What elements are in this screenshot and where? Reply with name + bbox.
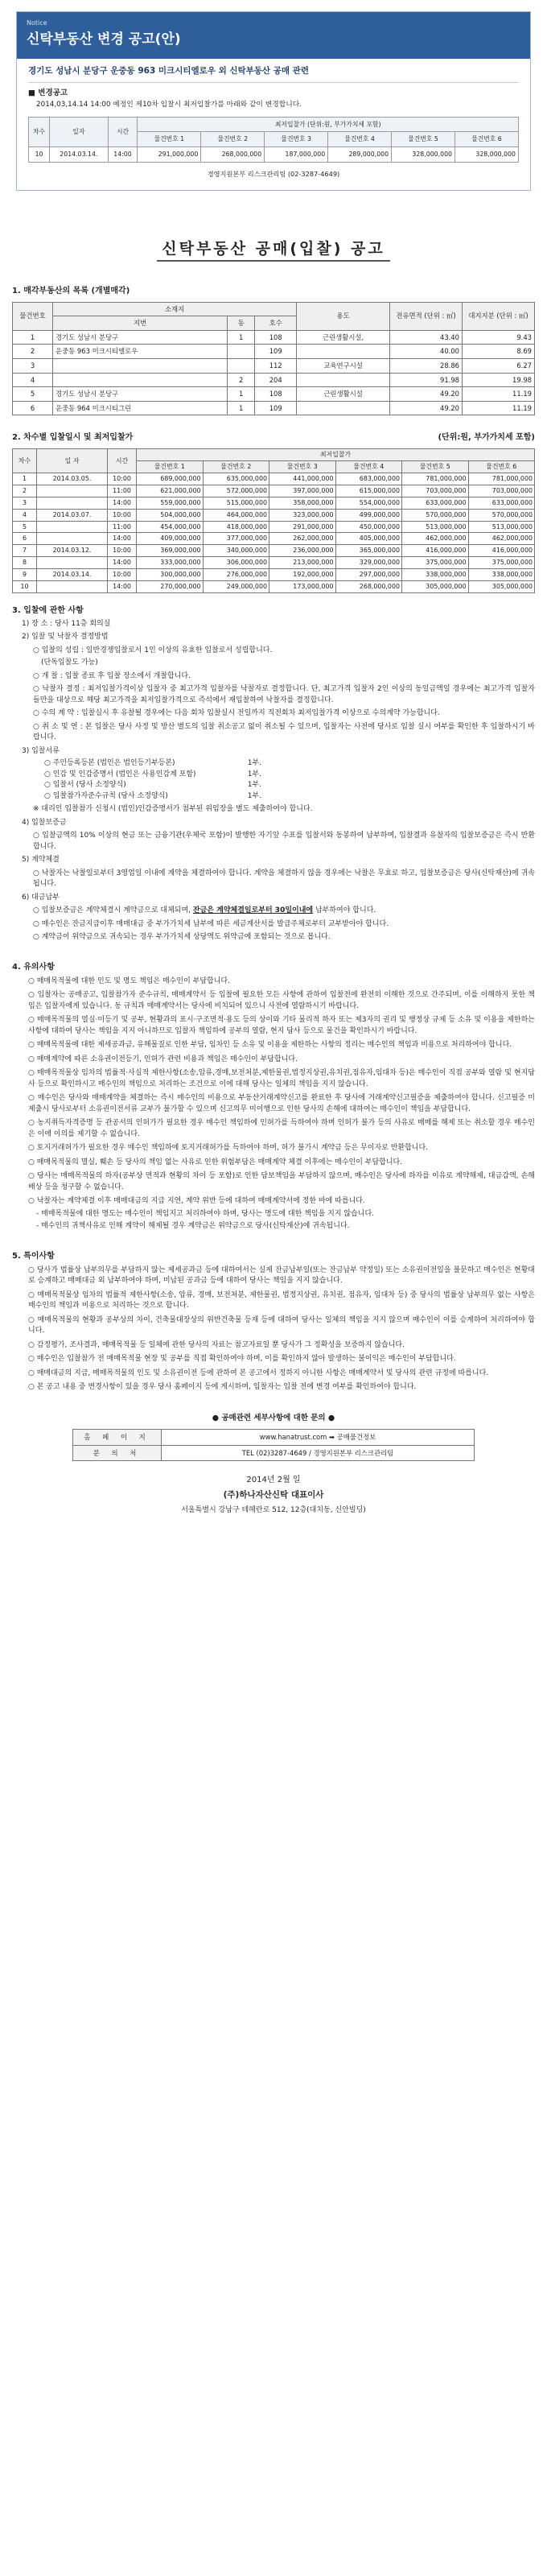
list-item: ○ 매매목적물의 열실·미등기 및 공부, 현황과의 표시·구조면적·용도 등의 상이와 기타 물리적 하자 또는 제3자의 권리 및 행정상 규제 등 소유 및 이용을 제한하는 사항에 대하여 당사는 책임을 지지 아니하므로 입찰자 책임하에 공부의 열람, 현지 답사 등으로 물건을 확인하시기 바랍니다. bbox=[28, 1016, 535, 1035]
bid-schedule-table bbox=[12, 448, 535, 592]
s3-payment-emphasis: 잔금은 계약체결일로부터 30일이내에 bbox=[192, 906, 314, 915]
property-th: 용도 bbox=[297, 302, 390, 330]
notice-th: 일자 bbox=[50, 117, 108, 147]
table-cell: 10:00 bbox=[108, 569, 137, 581]
table-cell: 633,000,000 bbox=[468, 497, 535, 509]
table-cell: 703,000,000 bbox=[468, 485, 535, 497]
table-cell: 경기도 성남시 분당구 bbox=[53, 387, 228, 402]
table-cell: 108 bbox=[255, 387, 297, 402]
table-cell bbox=[228, 358, 255, 373]
table-cell: 418,000,000 bbox=[203, 521, 269, 533]
table-cell: 28.86 bbox=[390, 358, 463, 373]
bid-subth: 물건번호 6 bbox=[468, 461, 535, 473]
notice-contact: 경영지원본부 리스크관리팀 (02-3287-4649) bbox=[207, 169, 340, 178]
property-th: 물건번호 bbox=[13, 302, 53, 330]
bid-subth: 물건번호 3 bbox=[269, 461, 336, 473]
table-row bbox=[29, 147, 519, 163]
bid-th: 최저입찰가 bbox=[137, 449, 535, 461]
table-cell: 1 bbox=[228, 387, 255, 402]
table-cell bbox=[53, 373, 228, 387]
property-th: 소재지 bbox=[53, 302, 297, 316]
table-cell: 14:00 bbox=[108, 557, 137, 569]
table-cell: 5 bbox=[13, 521, 37, 533]
table-cell: 703,000,000 bbox=[402, 485, 469, 497]
section2-title: 2. 차수별 입찰일시 및 최저입찰가 bbox=[12, 433, 134, 443]
table-cell: 781,000,000 bbox=[468, 473, 535, 485]
table-cell: 운중동 964 미크시티그린 bbox=[53, 401, 228, 415]
table-cell: 19.98 bbox=[463, 373, 535, 387]
table-cell: 338,000,000 bbox=[468, 569, 535, 581]
list-item: ○ 매매대금의 지급, 매매목적물의 인도 및 소유권이전 등에 관하여 본 공고에서 정하지 아니한 사항은 매매계약서 및 당사의 관련 규정에 따릅니다. bbox=[28, 1368, 489, 1377]
table-cell: 781,000,000 bbox=[402, 473, 469, 485]
table-cell: 6 bbox=[13, 401, 53, 415]
table-cell: 근린생활시설, bbox=[297, 330, 390, 345]
table-cell: 462,000,000 bbox=[468, 533, 535, 545]
s3-method-b: ○ 개 찰 : 입찰 종료 후 입찰 장소에서 개찰합니다. bbox=[33, 671, 191, 680]
notice-label: Notice bbox=[27, 19, 47, 27]
list-item: ○ 매매목적물의 현황과 공부상의 차이, 건축물대장상의 위반건축물 등재 등에 대하여 당사는 일체의 책임을 지지 않으며 매수인이 이를 승계하여 처리하여야 합니다. bbox=[28, 1315, 535, 1335]
table-row bbox=[13, 358, 535, 373]
section2-unit: (단위:원, 부가가치세 포함) bbox=[438, 433, 535, 443]
s3-payment-a: ○ 입찰보증금은 계약체결시 계약금으로 대체되며, 잔금은 계약체결일로부터 30일이내에 납부하여야 합니다. bbox=[33, 906, 376, 915]
table-cell: 635,000,000 bbox=[203, 473, 269, 485]
table-cell: 2014.03.07. bbox=[37, 509, 108, 521]
table-cell: 11:00 bbox=[108, 521, 137, 533]
notice-cell: 10 bbox=[29, 147, 50, 163]
table-cell: 6 bbox=[13, 533, 37, 545]
table-cell: 2014.03.12. bbox=[37, 545, 108, 557]
table-cell: 409,000,000 bbox=[137, 533, 204, 545]
table-cell: 504,000,000 bbox=[137, 509, 204, 521]
notice-th: 물건번호 4 bbox=[328, 132, 392, 147]
table-cell: 340,000,000 bbox=[203, 545, 269, 557]
table-cell: 377,000,000 bbox=[203, 533, 269, 545]
footer bbox=[12, 1413, 535, 1517]
table-cell: 4 bbox=[13, 373, 53, 387]
table-cell: 570,000,000 bbox=[402, 509, 469, 521]
table-cell: 306,000,000 bbox=[203, 557, 269, 569]
table-row bbox=[13, 580, 535, 592]
bid-th: 차수 bbox=[13, 449, 37, 473]
list-item: ○ 매매목적물상 임차의 법률적 제한사항(소송, 압류, 경매, 보전처분, 제한물권, 법정지상권, 유치권, 점유자, 임대차 등) 중 당사의 법률상 납부의무 없는 사항은 매수인의 책임과 비용으로 처리하는 것으로 합니다. bbox=[28, 1290, 535, 1311]
property-th: 전유면적 (단위 : ㎡) bbox=[390, 302, 463, 330]
homepage-link[interactable]: www.hanatrust.com ➡ 공매물건정보 bbox=[162, 1429, 475, 1445]
list-item: ○ 매매계약에 따른 소유권이전등기, 인허가 관련 비용과 책임은 매수인이 부담합니다. bbox=[28, 1055, 298, 1063]
s3-deposit: ○ 입찰금액의 10% 이상의 현금 또는 금융기관(우체국 포함)이 발행한 자기앞 수표를 입찰서와 동봉하여 납부하며, 입찰결과 유찰자의 입찰보증금은 즉시 반환합니다. bbox=[33, 832, 535, 851]
table-cell: 1 bbox=[228, 330, 255, 345]
property-th: 대지지분 (단위 : ㎡) bbox=[463, 302, 535, 330]
table-cell: 454,000,000 bbox=[137, 521, 204, 533]
table-cell: 2014.03.14. bbox=[37, 569, 108, 581]
table-cell bbox=[297, 401, 390, 415]
contact-key: 홈 페 이 지 bbox=[73, 1429, 162, 1445]
notice-title: 신탁부동산 변경 공고(안) bbox=[27, 31, 181, 47]
table-cell: 554,000,000 bbox=[335, 497, 402, 509]
table-cell: 43.40 bbox=[390, 330, 463, 345]
table-cell: 8 bbox=[13, 557, 37, 569]
table-cell: 515,000,000 bbox=[203, 497, 269, 509]
table-cell bbox=[297, 373, 390, 387]
table-cell: 112 bbox=[255, 358, 297, 373]
list-item: ○ 매수인은 당사와 매매계약을 체결하는 즉시 매수인의 비용으로 부동산거래계약신고를 완료한 후 당사에 거래계약신고필증을 제출하여야 합니다. 신고필증 미제출시 당사로부터 소유권이전서류 교부가 불가할 수 있으며 신고의무 미이행으로 인한 당사의 손해에 대하여는 매수인이 책임을 부담합니다. bbox=[28, 1094, 535, 1113]
table-row bbox=[73, 1429, 475, 1445]
table-cell: 204 bbox=[255, 373, 297, 387]
table-cell: 192,000,000 bbox=[269, 569, 336, 581]
table-cell: 621,000,000 bbox=[137, 485, 204, 497]
s3-payment-title: 6) 대금납부 bbox=[22, 893, 60, 902]
notice-cell: 187,000,000 bbox=[265, 147, 328, 163]
list-item: ○ 매매목적물에 대한 제세공과금, 유해물질로 인한 부담, 임차인 등 소유 및 이용을 제한하는 사항의 정리는 매수인의 책임과 비용으로 처리하여야 합니다. bbox=[28, 1041, 512, 1050]
notice-th-top: 최저입찰가 (단위:원, 부가가치세 포함) bbox=[138, 117, 519, 132]
table-row bbox=[13, 485, 535, 497]
table-cell: 14:00 bbox=[108, 580, 137, 592]
table-row bbox=[13, 330, 535, 345]
table-cell: 338,000,000 bbox=[402, 569, 469, 581]
table-cell: 369,000,000 bbox=[137, 545, 204, 557]
list-item: ○ 입찰참가자준수규칙 (당사 소정양식) 1부. bbox=[44, 791, 261, 800]
notice-cell: 14:00 bbox=[108, 147, 138, 163]
bid-subth: 물건번호 5 bbox=[402, 461, 469, 473]
contact-value: TEL (02)3287-4649 / 경영지원본부 리스크관리팀 bbox=[162, 1445, 475, 1461]
main-title bbox=[0, 237, 547, 261]
table-cell: 8.69 bbox=[463, 345, 535, 359]
table-row bbox=[13, 497, 535, 509]
table-cell: 405,000,000 bbox=[335, 533, 402, 545]
property-table bbox=[12, 302, 535, 416]
table-cell: 683,000,000 bbox=[335, 473, 402, 485]
table-cell: 276,000,000 bbox=[203, 569, 269, 581]
notice-header bbox=[17, 12, 530, 59]
section3 bbox=[12, 605, 535, 1393]
table-cell: 615,000,000 bbox=[335, 485, 402, 497]
notice-body bbox=[17, 59, 530, 191]
table-cell: 2 bbox=[13, 485, 37, 497]
list-item: ○ 주민등록등본 (법인은 법인등기부등본) 1부. bbox=[44, 759, 261, 768]
list-item: ○ 입찰서 (당사 소정양식) 1부. bbox=[44, 781, 261, 790]
notice-date: 2014년 2월 일 bbox=[246, 1476, 301, 1485]
notice-line: 2014,03,14.14 14:00 예정인 제10차 입찰시 최저입찰가를 아래와 같이 변경합니다. bbox=[36, 100, 302, 109]
s3-docs-list bbox=[44, 758, 535, 802]
table-cell: 416,000,000 bbox=[402, 545, 469, 557]
contact-table bbox=[72, 1429, 475, 1461]
list-item: ○ 입찰자는 공매공고, 입찰참가자 준수규칙, 매매계약서 등 입찰에 필요한 모든 사항에 관하여 입찰전에 완전히 이해한 것으로 간주되며, 이를 이해하지 못한 책임은 입찰자에게 있습니다. 동 규칙과 매매계약서는 당사에 비치되어 있으니 사전에 열람하시기 바랍니다. bbox=[28, 991, 535, 1010]
table-cell: 375,000,000 bbox=[402, 557, 469, 569]
bid-subth: 물건번호 4 bbox=[335, 461, 402, 473]
notice-th: 물건번호 5 bbox=[392, 132, 455, 147]
section4-title: 4. 유의사항 bbox=[12, 962, 55, 972]
table-row bbox=[13, 545, 535, 557]
table-cell: 3 bbox=[13, 497, 37, 509]
bid-th: 시간 bbox=[108, 449, 137, 473]
table-cell: 375,000,000 bbox=[468, 557, 535, 569]
table-cell: 441,000,000 bbox=[269, 473, 336, 485]
list-item: - 매매목적물에 대한 명도는 매수인이 책임지고 처리하여야 하며, 당사는 명도에 대한 책임을 지지 않습니다. bbox=[36, 1209, 375, 1218]
table-cell: 5 bbox=[13, 387, 53, 402]
table-cell: 300,000,000 bbox=[137, 569, 204, 581]
table-row bbox=[13, 473, 535, 485]
table-cell: 7 bbox=[13, 545, 37, 557]
table-cell: 4 bbox=[13, 509, 37, 521]
s3-contract-title: 5) 계약체결 bbox=[22, 856, 60, 865]
table-cell: 1 bbox=[13, 330, 53, 345]
list-item: ○ 당사가 법률상 납부의무를 부담하지 않는 제세공과금 등에 대하여서는 실제 잔금납부일(또는 잔금납부 약정일) 또는 소유권이전일을 불문하고 매수인은 현황대로 승계하고 매매대금 외 납부하여야 하며, 미납된 공과금 등에 대하여 당사는 책임을 지지 않습니다. bbox=[28, 1265, 535, 1286]
table-row bbox=[13, 533, 535, 545]
property-subth: 호수 bbox=[255, 316, 297, 331]
list-item: ○ 토지거래허가가 필요한 경우 매수인 책임하에 토지거래허가를 득하여야 하며, 허가 불가시 계약금 등은 무이자로 반환합니다. bbox=[28, 1144, 429, 1153]
table-cell: 305,000,000 bbox=[468, 580, 535, 592]
table-cell bbox=[53, 358, 228, 373]
s3-docs-note: ※ 대리인 입찰참가 신청시 (법인)인감증명서가 첨부된 위임장을 별도 제출하여야 합니다. bbox=[33, 805, 313, 814]
s3-method: 2) 입찰 및 낙찰자 결정방법 bbox=[22, 633, 109, 642]
table-cell: 109 bbox=[255, 345, 297, 359]
contact-key: 문 의 처 bbox=[73, 1445, 162, 1461]
table-cell: 49.20 bbox=[390, 387, 463, 402]
notice-cell: 328,000,000 bbox=[392, 147, 455, 163]
table-cell: 268,000,000 bbox=[335, 580, 402, 592]
list-item: - 매수인의 귀책사유로 인해 계약이 해제될 경우 계약금은 위약금으로 당사(신탁재산)에 귀속됩니다. bbox=[36, 1222, 350, 1231]
section4-list bbox=[12, 976, 535, 1232]
table-row bbox=[13, 509, 535, 521]
section1-title: 1. 매각부동산의 목록 (개별매각) bbox=[12, 286, 130, 295]
table-row bbox=[13, 569, 535, 581]
notice-th: 물건번호 1 bbox=[138, 132, 201, 147]
table-cell: 329,000,000 bbox=[335, 557, 402, 569]
table-cell: 10:00 bbox=[108, 545, 137, 557]
table-cell: 513,000,000 bbox=[402, 521, 469, 533]
notice-cell: 291,000,000 bbox=[138, 147, 201, 163]
table-cell: 450,000,000 bbox=[335, 521, 402, 533]
table-cell: 689,000,000 bbox=[137, 473, 204, 485]
s3-method-a: ○ 입찰의 성립 : 일반경쟁입찰로서 1인 이상의 유효한 입찰로서 성립합니다. bbox=[33, 646, 273, 654]
s3-place: 1) 장 소 : 당사 11층 회의실 bbox=[22, 619, 111, 628]
notice-price-table bbox=[28, 117, 519, 163]
table-cell: 교육연구시설 bbox=[297, 358, 390, 373]
table-cell: 91.98 bbox=[390, 373, 463, 387]
table-cell: 291,000,000 bbox=[269, 521, 336, 533]
table-cell: 173,000,000 bbox=[269, 580, 336, 592]
bid-th: 일 자 bbox=[37, 449, 108, 473]
notice-cell: 328,000,000 bbox=[455, 147, 519, 163]
property-subth: 동 bbox=[228, 316, 255, 331]
section3-title: 3. 입찰에 관한 사항 bbox=[12, 605, 84, 615]
table-cell: 633,000,000 bbox=[402, 497, 469, 509]
notice-th: 물건번호 6 bbox=[455, 132, 519, 147]
list-item: ○ 매매목적물에 대한 인도 및 명도 책임은 매수인이 부담합니다. bbox=[28, 976, 230, 985]
table-cell: 397,000,000 bbox=[269, 485, 336, 497]
bid-subth: 물건번호 1 bbox=[137, 461, 204, 473]
table-cell bbox=[228, 345, 255, 359]
s3-docs-title: 3) 입찰서류 bbox=[22, 746, 60, 755]
table-cell: 근린생활시설 bbox=[297, 387, 390, 402]
table-cell: 2014.03.05. bbox=[37, 473, 108, 485]
s3-deposit-title: 4) 입찰보증금 bbox=[22, 818, 67, 827]
table-row bbox=[13, 521, 535, 533]
list-item: ○ 인감 및 인감증명서 (법인은 사용인감계 포함) 1부. bbox=[44, 770, 261, 778]
table-cell: 236,000,000 bbox=[269, 545, 336, 557]
list-item: ○ 매수인은 입찰참가 전 매매목적물 현장 및 공부를 직접 확인하여야 하며, 이를 확인하지 않아 발생하는 불이익은 매수인이 부담합니다. bbox=[28, 1355, 456, 1364]
table-row bbox=[13, 345, 535, 359]
table-cell bbox=[37, 485, 108, 497]
list-item: ○ 매매목적물상 임차의 법률적·사실적 제한사항(소송,압류,경매,보전처분,제한물권,법정지상권,유치권,점유자,임대차 등)은 매수인이 직접 공부와 열람 및 현지답사 등으로 확인하시고 매수인의 책임으로 처리하는 조건으로 이에 대해 당사는 일체의 책임을 지지 않습니다. bbox=[28, 1069, 535, 1088]
notice-th: 차수 bbox=[29, 117, 50, 147]
table-cell: 305,000,000 bbox=[402, 580, 469, 592]
table-cell: 6.27 bbox=[463, 358, 535, 373]
table-cell: 11:00 bbox=[108, 485, 137, 497]
table-cell: 333,000,000 bbox=[137, 557, 204, 569]
table-cell: 365,000,000 bbox=[335, 545, 402, 557]
table-cell: 572,000,000 bbox=[203, 485, 269, 497]
table-row bbox=[13, 401, 535, 415]
s3-payment-c: ○ 계약금이 위약금으로 귀속되는 경우 부가가치세 상당액도 위약금에 포함되는 것으로 봅니다. bbox=[33, 933, 331, 942]
notice-cell: 289,000,000 bbox=[328, 147, 392, 163]
s3-method-c: ○ 낙찰자 결정 : 최저입찰가격이상 입찰자 중 최고가격 입찰자를 낙찰자로 결정합니다. 단, 최고가격 입찰자 2인 이상의 동일금액일 경우에는 최고가격 입찰자들만을 대상으로 해당 최고가격을 최저입찰가격으로 즉석에서 재입찰하여 낙찰자를 결정합니다. bbox=[33, 685, 535, 704]
s3-method-e: ○ 취 소 및 연 : 본 입찰은 당사 사정 및 방산 별도의 입찰 취소공고 없이 취소될 수 있으며, 입찰자는 사전에 당사로 입찰 실시 여부를 확인한 후 입찰하시기 바랍니다. bbox=[33, 722, 535, 742]
list-item: ○ 당사는 매매목적물의 하자(공부상 면적과 현황의 차이 등 포함)로 인한 담보책임을 부담하지 않으며, 매수인은 당사에 하자를 이유로 계약해제, 대금감액, 손해배상 등을 청구할 수 없습니다. bbox=[28, 1172, 535, 1191]
table-cell: 462,000,000 bbox=[402, 533, 469, 545]
table-row bbox=[13, 387, 535, 402]
section5-list bbox=[12, 1265, 535, 1393]
table-cell: 49.20 bbox=[390, 401, 463, 415]
table-cell: 416,000,000 bbox=[468, 545, 535, 557]
table-cell bbox=[37, 521, 108, 533]
table-row bbox=[13, 373, 535, 387]
table-cell: 14:00 bbox=[108, 533, 137, 545]
notice-subtitle: 경기도 성남시 분당구 운중동 963 미크시티엘로우 외 신탁부동산 공매 관련 bbox=[28, 65, 519, 84]
table-cell bbox=[37, 533, 108, 545]
table-cell: 11.19 bbox=[463, 387, 535, 402]
organization: (주)하나자산신탁 대표이사 bbox=[223, 1490, 324, 1501]
table-cell: 270,000,000 bbox=[137, 580, 204, 592]
section5-title: 5. 특이사항 bbox=[12, 1251, 55, 1261]
table-cell: 358,000,000 bbox=[269, 497, 336, 509]
table-cell: 249,000,000 bbox=[203, 580, 269, 592]
list-item: ○ 본 공고 내용 중 변경사항이 있을 경우 당사 홈페이지 등에 게시하며, 입찰자는 입찰 전에 변경 여부를 확인하여야 합니다. bbox=[28, 1383, 417, 1392]
table-cell: 108 bbox=[255, 330, 297, 345]
bid-subth: 물건번호 2 bbox=[203, 461, 269, 473]
table-cell: 11.19 bbox=[463, 401, 535, 415]
s3-method-d: ○ 수의 계 약 : 입찰실시 후 유찰될 경우에는 다음 회차 입찰실시 전일까지 직전회차 최저입찰가격 이상으로 수의계약 가능합니다. bbox=[33, 709, 440, 718]
s3-contract: ○ 낙찰자는 낙찰일로부터 3영업일 이내에 계약을 체결하여야 합니다. 계약을 체결하지 않을 경우에는 낙찰은 무효로 하고, 입찰보증금은 당사(신탁재산)에 귀속됩니다. bbox=[33, 869, 535, 889]
notice-section-label: ■ 변경공고 bbox=[28, 89, 68, 98]
table-cell: 경기도 성남시 분당구 bbox=[53, 330, 228, 345]
notice-th: 시간 bbox=[108, 117, 138, 147]
table-cell: 559,000,000 bbox=[137, 497, 204, 509]
table-cell: 213,000,000 bbox=[269, 557, 336, 569]
table-cell: 9.43 bbox=[463, 330, 535, 345]
table-cell: 9 bbox=[13, 569, 37, 581]
table-cell: 1 bbox=[13, 473, 37, 485]
list-item: ○ 낙찰자는 계약체결 이후 매매대금의 지급 지연, 계약 위반 등에 대하여 매매계약서에 정한 바에 따릅니다. bbox=[28, 1197, 365, 1206]
table-cell: 2 bbox=[13, 345, 53, 359]
table-cell: 297,000,000 bbox=[335, 569, 402, 581]
table-cell bbox=[37, 497, 108, 509]
table-cell bbox=[37, 580, 108, 592]
table-cell: 570,000,000 bbox=[468, 509, 535, 521]
notice-th: 물건번호 3 bbox=[265, 132, 328, 147]
s3-method-a2: (단독입찰도 가능) bbox=[41, 658, 98, 667]
table-cell: 499,000,000 bbox=[335, 509, 402, 521]
table-cell bbox=[297, 345, 390, 359]
table-cell: 2 bbox=[228, 373, 255, 387]
address: 서울특별시 강남구 테헤란로 512, 12층(대치동, 신안빌딩) bbox=[181, 1505, 366, 1514]
notice-cell: 2014.03.14. bbox=[50, 147, 108, 163]
list-item: ○ 매매목적물의 멸실, 훼손 등 당사의 책임 없는 사유로 인한 위험부담은 매매계약 체결 이후에는 매수인이 부담합니다. bbox=[28, 1158, 403, 1166]
main-title-text: 신탁부동산 공매(입찰) 공고 bbox=[157, 240, 390, 262]
property-subth: 지번 bbox=[53, 316, 228, 331]
table-cell: 3 bbox=[13, 358, 53, 373]
table-cell: 10:00 bbox=[108, 509, 137, 521]
change-notice-box bbox=[16, 11, 531, 191]
table-cell: 40.00 bbox=[390, 345, 463, 359]
table-cell: 10 bbox=[13, 580, 37, 592]
footer-heading: ● 공매관련 세부사항에 대한 문의 ● bbox=[212, 1413, 335, 1422]
table-cell: 10:00 bbox=[108, 473, 137, 485]
table-cell: 262,000,000 bbox=[269, 533, 336, 545]
table-cell bbox=[37, 557, 108, 569]
table-cell: 323,000,000 bbox=[269, 509, 336, 521]
table-cell: 464,000,000 bbox=[203, 509, 269, 521]
table-cell: 109 bbox=[255, 401, 297, 415]
table-cell: 1 bbox=[228, 401, 255, 415]
list-item: ○ 농지취득자격증명 등 관공서의 인허가가 필요한 경우 매수인 책임하에 인허가를 득하여야 하며 인허가 불가 등의 사유로 매매를 해제 또는 취소할 경우 매수인은 이에 이의를 제기할 수 없습니다. bbox=[28, 1119, 535, 1138]
table-cell: 513,000,000 bbox=[468, 521, 535, 533]
s3-payment-b: ○ 매수인은 잔금지급이후 매매대금 중 부가가치세 납부에 따른 세금계산서를 발급주체로부터 교부받아야 합니다. bbox=[33, 919, 389, 928]
notice-th: 물건번호 2 bbox=[201, 132, 265, 147]
table-row bbox=[73, 1445, 475, 1461]
notice-cell: 268,000,000 bbox=[201, 147, 265, 163]
table-cell: 운중동 963 미크시티엘로우 bbox=[53, 345, 228, 359]
table-cell: 14:00 bbox=[108, 497, 137, 509]
table-row bbox=[13, 557, 535, 569]
list-item: ○ 감정평가, 조사결과, 매매목적물 등 일체에 관한 당사의 자료는 참고자료일 뿐 당사가 그 정확성을 보증하지 않습니다. bbox=[28, 1340, 405, 1349]
